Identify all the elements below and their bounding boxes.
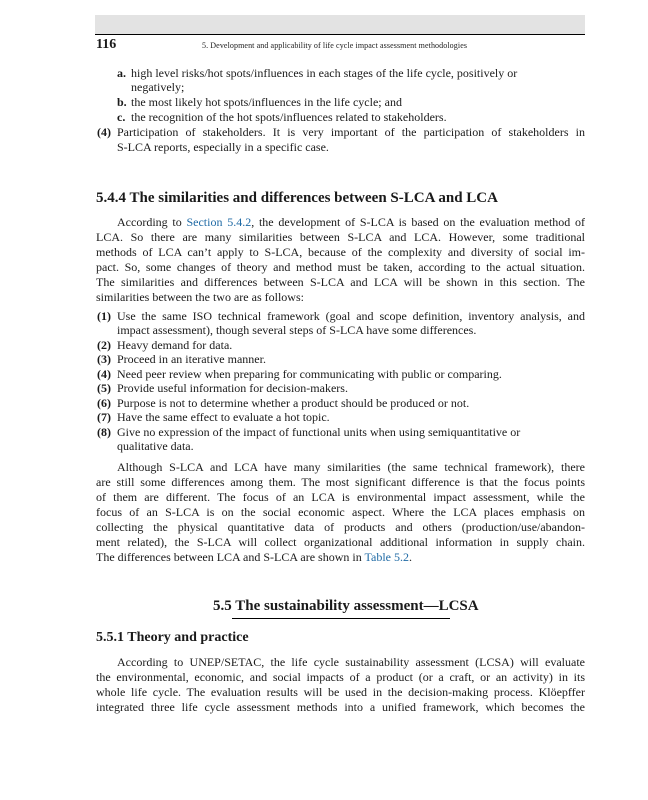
sim-item-8-line2: qualitative data. [117, 439, 194, 453]
list-item-c: the recognition of the hot spots/influences related to stakeholders. [131, 110, 447, 124]
list-item-a-line1: high level risks/hot spots/influences in each stages of the life cycle, positively or [131, 66, 518, 80]
section-heading-5-5-1: 5.5.1 Theory and practice [96, 630, 249, 645]
sim-label-1: (1) [97, 309, 111, 323]
para2-line3: of them are different. The focus of an LCA is environmental impact assessment, while the [96, 490, 585, 504]
sim-label-5: (5) [97, 381, 111, 395]
list-label-4: (4) [97, 125, 111, 139]
section-heading-5-4-4: 5.4.4 The similarities and differences between S-LCA and LCA [96, 190, 498, 206]
para2-line4: focus of an S-LCA is on the social economic aspect. Where the LCA places emphasis on [96, 505, 585, 519]
section-heading-underline [232, 618, 450, 619]
para1-line6: similarities between the two are as follows: [96, 290, 304, 304]
section-5-4-2-link[interactable]: Section 5.4.2 [186, 215, 252, 229]
para2-line6: ment related), the S-LCA will collect organizational additional information in supply chain. [96, 535, 585, 549]
para1-line3: methods of LCA can’t apply to S-LCA, because of the complexity and diversity of social im- [96, 245, 585, 259]
sim-item-1-line1: Use the same ISO technical framework (goal and scope definition, inventory analysis, and [117, 309, 585, 323]
para2-line1: Although S-LCA and LCA have many similarities (the same technical framework), there [117, 460, 585, 474]
para2-line7 [96, 550, 412, 565]
list-item-a-line2: negatively; [131, 80, 185, 94]
para1-line2: LCA. So there are many similarities between S-LCA and LCA. However, some traditional [96, 230, 585, 244]
para2-last-prefix: The differences between LCA and S-LCA are shown in [96, 550, 365, 564]
page-number: 116 [96, 37, 117, 52]
header-rule [95, 34, 585, 35]
para1-line1 [117, 215, 585, 230]
lcsa-line2: the environmental, economic, and social impacts of a product (or a craft, or an activity) in its [96, 670, 585, 684]
sim-item-1-line2: impact assessment), though several steps of S-LCA have some differences. [117, 323, 477, 337]
sim-item-5: Provide useful information for decision-makers. [117, 381, 348, 395]
sim-item-8-line1: Give no expression of the impact of functional units when using semiquantitative or [117, 425, 521, 439]
list-label-b: b. [117, 95, 127, 109]
list-item-4-line1: Participation of stakeholders. It is very important of the participation of stakeholders in [117, 125, 585, 139]
para2-line5: collecting the physical quantitative data of products and others (production/use/abandon- [96, 520, 585, 534]
sim-item-3: Proceed in an iterative manner. [117, 352, 266, 366]
para1-line1-rest: , the development of S-LCA is based on the evaluation method of [251, 215, 586, 229]
list-item-4-line2: S-LCA reports, especially in a specific case. [117, 140, 329, 154]
para1-line4: pact. So, some changes of theory and method must be taken, according to the actual situation. [96, 260, 585, 274]
sim-label-7: (7) [97, 410, 111, 424]
sim-label-3: (3) [97, 352, 111, 366]
table-5-2-link[interactable]: Table 5.2 [364, 550, 409, 564]
sim-item-4: Need peer review when preparing for communicating with public or comparing. [117, 367, 502, 381]
list-label-c: c. [117, 110, 126, 124]
sim-label-6: (6) [97, 396, 111, 410]
list-item-b: the most likely hot spots/influences in the life cycle; and [131, 95, 402, 109]
section-heading-5-5: 5.5 The sustainability assessment—LCSA [213, 598, 479, 614]
sim-item-7: Have the same effect to evaluate a hot topic. [117, 410, 330, 424]
para1-prefix: According to [117, 215, 187, 229]
para2-last-suffix: . [408, 550, 412, 564]
sim-item-2: Heavy demand for data. [117, 338, 233, 352]
sim-label-4: (4) [97, 367, 111, 381]
lcsa-line3: whole life cycle. The evaluation results will be used in the decision-making process. Klöepffer [96, 685, 585, 699]
lcsa-line4: integrated three life cycle assessment methods into a unified framework, which becomes the [96, 700, 585, 714]
running-head: 5. Development and applicability of life cycle impact assessment methodologies [202, 41, 468, 50]
sim-label-2: (2) [97, 338, 111, 352]
sim-item-6: Purpose is not to determine whether a product should be produced or not. [117, 396, 470, 410]
para1-line5: The similarities and differences between S-LCA and LCA will be shown in this section. The [96, 275, 585, 289]
para2-line2: are still some differences among them. The most significant difference is that the focus points [96, 475, 585, 489]
sim-label-8: (8) [97, 425, 111, 439]
lcsa-line1: According to UNEP/SETAC, the life cycle sustainability assessment (LCSA) will evaluate [117, 655, 585, 669]
list-label-a: a. [117, 66, 126, 80]
header-band [95, 15, 585, 34]
